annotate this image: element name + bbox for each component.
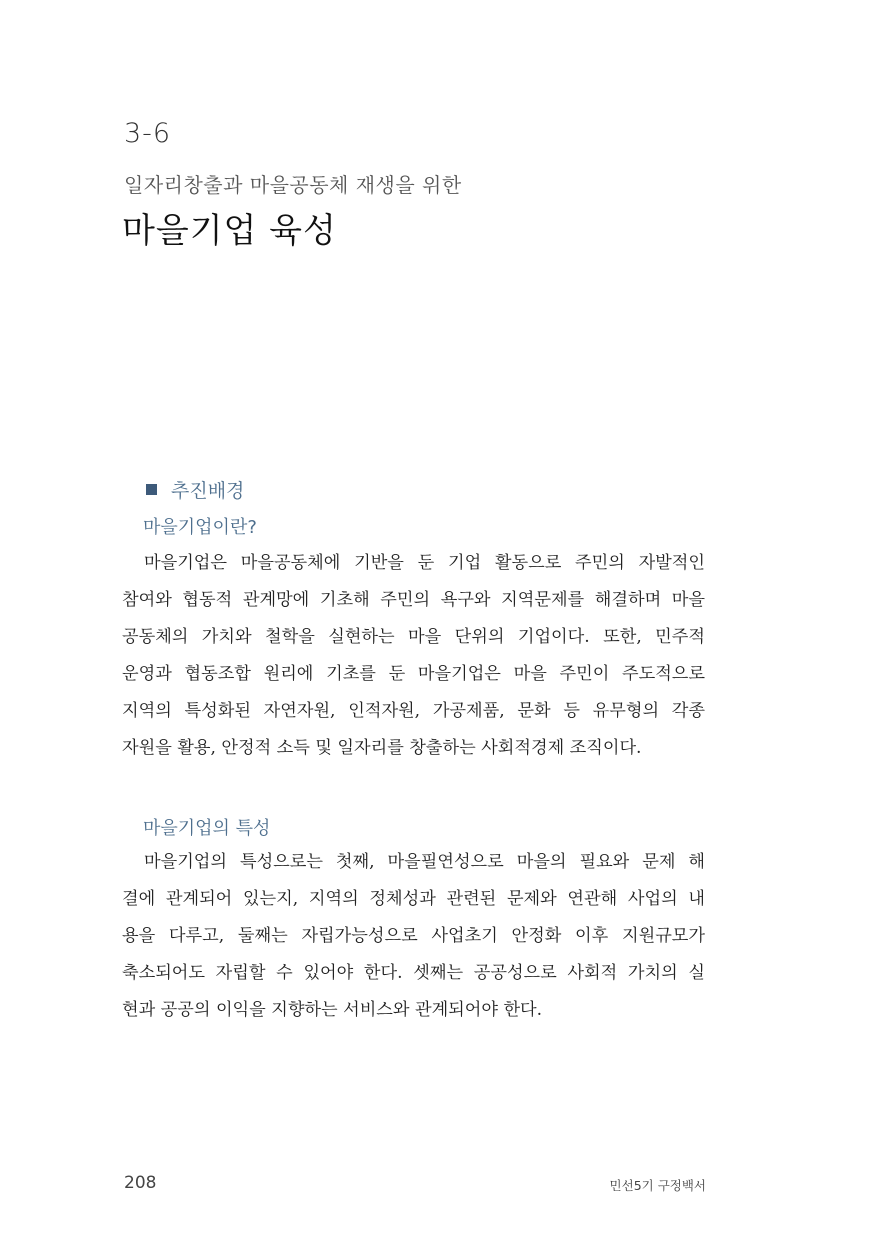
- paragraph-line: 운영과 협동조합 원리에 기초를 둔 마을기업은 마을 주민이 주도적으로: [122, 664, 705, 684]
- paragraph-line: 공동체의 가치와 철학을 실현하는 마을 단위의 기업이다. 또한, 민주적: [122, 627, 705, 647]
- page-number: 208: [124, 1173, 157, 1193]
- paragraph-line: 마을기업의 특성으로는 첫째, 마을필연성으로 마을의 필요와 문제 해: [144, 852, 705, 872]
- paragraph-line: 용을 다루고, 둘째는 자립가능성으로 사업초기 안정화 이후 지원규모가: [122, 926, 705, 946]
- paragraph-characteristics: [122, 844, 705, 1029]
- paragraph-line: 지역의 특성화된 자연자원, 인적자원, 가공제품, 문화 등 유무형의 각종: [122, 701, 705, 721]
- page-title: 마을기업 육성: [122, 211, 337, 251]
- section-heading: [146, 476, 244, 503]
- paragraph-line: 축소되어도 자립할 수 있어야 한다. 셋째는 공공성으로 사회적 가치의 실: [122, 963, 705, 983]
- book-title: 민선5기 구정백서: [609, 1178, 706, 1193]
- paragraph-what-is: [122, 545, 705, 767]
- paragraph-line: 현과 공공의 이익을 지향하는 서비스와 관계되어야 한다.: [122, 1000, 543, 1020]
- paragraph-line: 마을기업은 마을공동체에 기반을 둔 기업 활동으로 주민의 자발적인: [144, 553, 705, 573]
- square-bullet-icon: [146, 484, 157, 495]
- paragraph-line: 참여와 협동적 관계망에 기초해 주민의 욕구와 지역문제를 해결하며 마을: [122, 590, 705, 610]
- subheading-what-is: 마을기업이란?: [143, 517, 257, 538]
- paragraph-line: 결에 관계되어 있는지, 지역의 정체성과 관련된 문제와 연관해 사업의 내: [122, 889, 705, 909]
- subheading-characteristics: 마을기업의 특성: [143, 818, 271, 839]
- section-subtitle: 일자리창출과 마을공동체 재생을 위한: [124, 173, 462, 197]
- paragraph-line: 자원을 활용, 안정적 소득 및 일자리를 창출하는 사회적경제 조직이다.: [122, 738, 642, 758]
- section-heading-label: 추진배경: [171, 480, 245, 502]
- section-number: 3-6: [124, 118, 172, 149]
